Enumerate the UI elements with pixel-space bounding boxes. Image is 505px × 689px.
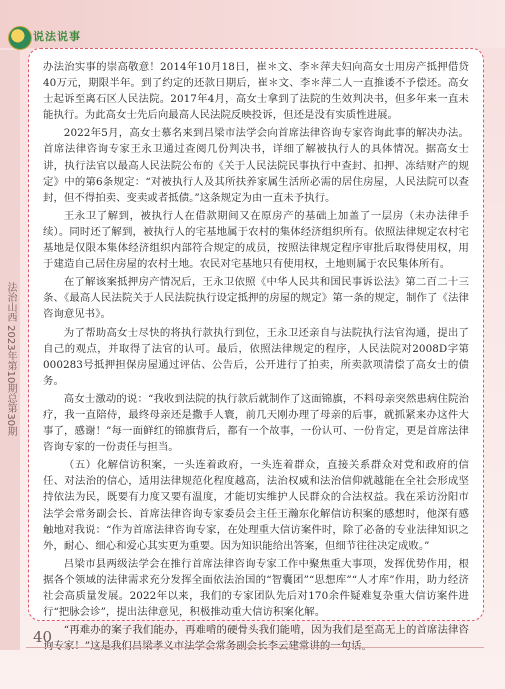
paragraph-7: （五）化解信访积案，一头连着政府，一头连着群众，直接关系群众对党和政府的信任、对法治的信心，适用法律规范化程度越高，法治权威和法治信仰就越能在全社会形成坚持依法为民，既要有力度又要有温度，才能切实维护人民群众的合法权益。我在采访汾阳市法学会常务副会长、首席法律咨询专家委员会主任王瀚东化解信访积案的感想时，他深有感触地对我说：“作为首席法律咨询专家，在处理重大信访案件时，除了必备的专业法律知识之外，耐心、细心和爱心其实更为重要。因为知识能给出答案，但细节往往决定成败。” (43, 459, 469, 552)
journal-logo-icon (8, 26, 32, 50)
paragraph-1: 办法治实事的崇高敬意！2014年10月18日，崔＊文、李＊萍夫妇向高女士用房产抵押借贷40万元，期限半年。到了约定的还款日期后，崔＊文、李＊萍二人一直推诿不予偿还。高女士起诉至离石区人民法院。2017年4月，高女士拿到了法院的生效判决书，但多年来一直未能执行。为此高女士先后向最高人民法院反映投诉，但还是没有实质性进展。 (43, 61, 469, 122)
column-title: 说法说事 (33, 30, 81, 43)
paragraph-3: 王永卫了解到，被执行人在借款期间又在原房产的基础上加盖了一层房（未办法律手续）。同时还了解到，被执行人的宅基地属于农村的集体经济组织所有。依照法律规定农村宅基地是仅限本集体经济组织内部符合规定的成员，按照法律规定程序审批后取得使用权，用于建造自己居住房屋的农村土地。农民对宅基地只有使用权，土地则属于农民集体所有。 (43, 209, 469, 271)
paragraph-5: 为了帮助高女士尽快的将执行款执行到位，王永卫还亲自与法院执行法官沟通，提出了自己的观点，并取得了法官的认可。最后，依照法律规定的程序，人民法院对2008D字第000283号抵押担保房屋通过评估、公告后，公开进行了拍卖，所卖款项清偿了高女士的债务。 (43, 326, 469, 387)
sidebar-strip (0, 50, 20, 650)
journal-issue-label: 法治山西 2023年第10期总第30期 (5, 282, 16, 437)
paragraph-8: 吕梁市县两级法学会在推行首席法律咨询专家工作中聚焦重大事项，发挥优势作用，根据各个领域的法律需求充分发挥全面依法治国的“智囊团”“思想库”“人才库”作用，助力经济社会高质量发展。2022年以来，我们的专家团队先后对170余件疑难复杂重大信访案件进行“把脉会诊”，提出法律意见，积极推动重大信访积案化解。 (43, 557, 469, 619)
paragraph-4: 在了解该案抵押房产情况后，王永卫依照《中华人民共和国民事诉讼法》第二百二十三条、《最高人民法院关于人民法院执行设定抵押的房屋的规定》第一条的规定，制作了《法律咨询意见书》。 (43, 276, 469, 321)
article-body (28, 48, 484, 637)
page-number: 40 (33, 628, 53, 646)
paragraph-6: 高女士激动的说：“我收到法院的执行款后就制作了这面锦旗，不料母亲突然患病住院治疗，我一直陪侍，最终母亲还是撒手人寰，前几天刚办理了母亲的后事，就抓紧来办这件大事了，感谢！”每一面鲜红的锦旗背后，都有一个故事，一份认可、一份肯定，更是首席法律咨询专家的一份责任与担当。 (43, 392, 469, 454)
paragraph-2: 2022年5月，高女士慕名来到吕梁市法学会向首席法律咨询专家咨询此事的解决办法。首席法律咨询专家王永卫通过查阅几份判决书，详细了解被执行人的具体情况。据高女士讲，执行法官以最高人民法院公布的《关于人民法院民事执行中查封、扣押、冻结财产的规定》中的第6条规定：“对被执行人及其所扶养家属生活所必需的居住房屋，人民法院可以查封，但不得拍卖、变卖或者抵债。”这条规定为由一直未予执行。 (43, 127, 469, 204)
paragraph-9: “再难办的案子我们能办，再难啃的硬骨头我们能啃，因为我们是至高无上的首席法律咨 (63, 624, 469, 637)
footer-divider (26, 647, 484, 648)
